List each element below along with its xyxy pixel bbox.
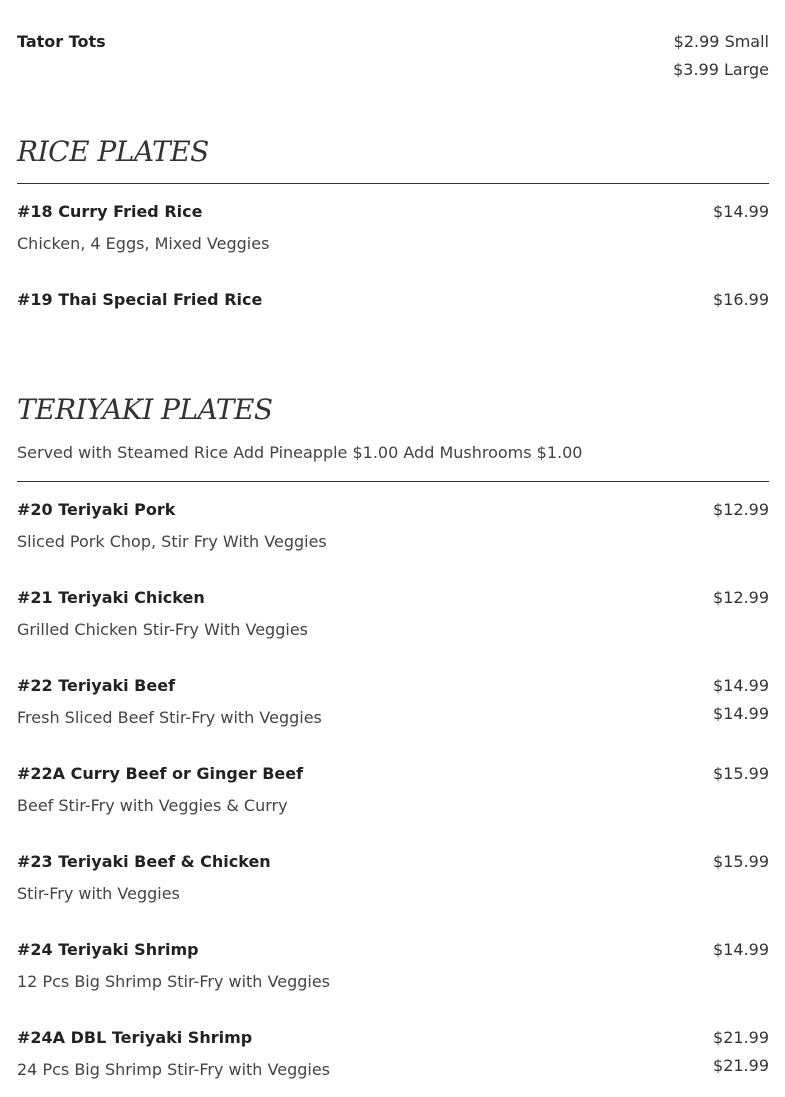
item-price: $14.99 (713, 940, 769, 959)
item-price-large: $3.99 Large (673, 60, 769, 79)
item-name: #20 Teriyaki Pork (17, 500, 176, 519)
item-price-small: $2.99 Small (673, 32, 769, 51)
item-description: 12 Pcs Big Shrimp Stir-Fry with Veggies (17, 972, 331, 991)
section-divider (17, 481, 769, 482)
item-description: Fresh Sliced Beef Stir-Fry with Veggies (17, 708, 322, 727)
item-name: #22A Curry Beef or Ginger Beef (17, 764, 304, 783)
item-description: Chicken, 4 Eggs, Mixed Veggies (17, 234, 270, 253)
section-heading-teriyaki-plates: TERIYAKI PLATES (17, 393, 273, 426)
item-price: $14.99 (713, 202, 769, 221)
item-description: Beef Stir-Fry with Veggies & Curry (17, 796, 288, 815)
item-name: #19 Thai Special Fried Rice (17, 290, 263, 309)
item-price: $15.99 (713, 852, 769, 871)
item-description: Stir-Fry with Veggies (17, 884, 180, 903)
item-name: #18 Curry Fried Rice (17, 202, 203, 221)
item-description: Grilled Chicken Stir-Fry With Veggies (17, 620, 308, 639)
item-name: #22 Teriyaki Beef (17, 676, 176, 695)
item-price: $12.99 (713, 500, 769, 519)
section-note: Served with Steamed Rice Add Pineapple $1.00 Add Mushrooms $1.00 (17, 443, 583, 462)
item-price: $16.99 (713, 290, 769, 309)
item-name: #23 Teriyaki Beef & Chicken (17, 852, 271, 871)
item-price: $12.99 (713, 588, 769, 607)
item-price-secondary: $14.99 (713, 704, 769, 723)
item-name: #24A DBL Teriyaki Shrimp (17, 1028, 253, 1047)
item-name: #24 Teriyaki Shrimp (17, 940, 199, 959)
item-price: $14.99 (713, 676, 769, 695)
item-name: #21 Teriyaki Chicken (17, 588, 205, 607)
item-price: $15.99 (713, 764, 769, 783)
item-price-secondary: $21.99 (713, 1056, 769, 1075)
item-name: Tator Tots (17, 32, 106, 51)
section-divider (17, 183, 769, 184)
item-description: Sliced Pork Chop, Stir Fry With Veggies (17, 532, 327, 551)
item-price: $21.99 (713, 1028, 769, 1047)
item-description: 24 Pcs Big Shrimp Stir-Fry with Veggies (17, 1060, 331, 1079)
section-heading-rice-plates: RICE PLATES (17, 135, 209, 168)
